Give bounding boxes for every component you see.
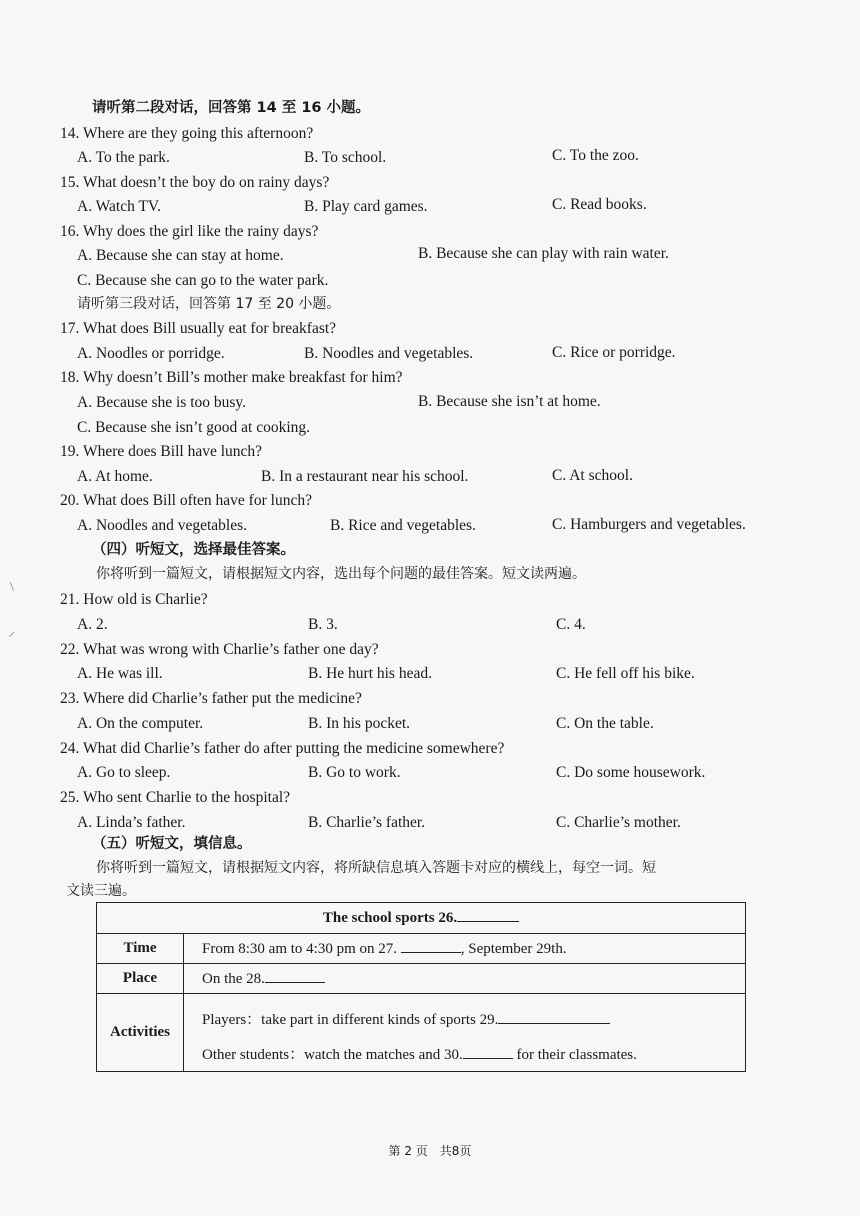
blank-29[interactable] xyxy=(498,1011,610,1024)
q17-option-c[interactable]: C. Rice or porridge. xyxy=(552,344,676,361)
place-label: Place xyxy=(97,964,184,994)
q16-option-c[interactable]: C. Because she can go to the water park. xyxy=(77,272,329,289)
question-18: 18. Why doesn’t Bill’s mother make breakfast for him? xyxy=(60,369,403,386)
q14-option-c[interactable]: C. To the zoo. xyxy=(552,147,639,164)
others-text-end: for their classmates. xyxy=(516,1046,637,1063)
blank-28[interactable] xyxy=(265,970,325,983)
margin-scribble: \ xyxy=(10,580,14,595)
time-value xyxy=(184,934,746,964)
q16-option-a[interactable]: A. Because she can stay at home. xyxy=(77,247,284,264)
time-text: From 8:30 am to 4:30 pm on 27. xyxy=(202,940,397,957)
q14-option-a[interactable]: A. To the park. xyxy=(77,149,170,166)
time-label: Time xyxy=(97,934,184,964)
activities-label: Activities xyxy=(97,994,184,1072)
margin-scribble-2: ⸝ xyxy=(8,625,15,640)
question-22: 22. What was wrong with Charlie’s father one day? xyxy=(60,641,379,658)
q24-option-b[interactable]: B. Go to work. xyxy=(308,764,401,781)
q14-option-b[interactable]: B. To school. xyxy=(304,149,387,166)
q17-option-b[interactable]: B. Noodles and vegetables. xyxy=(304,345,474,362)
q23-option-c[interactable]: C. On the table. xyxy=(556,715,654,732)
q21-option-c[interactable]: C. 4. xyxy=(556,616,586,633)
question-17: 17. What does Bill usually eat for breakfast? xyxy=(60,320,337,337)
section-5-instruction-cont: 文读三遍。 xyxy=(66,883,136,899)
question-24: 24. What did Charlie’s father do after putting the medicine somewhere? xyxy=(60,740,505,757)
activities-value xyxy=(184,994,746,1072)
q18-option-a[interactable]: A. Because she is too busy. xyxy=(77,394,247,411)
q15-option-b[interactable]: B. Play card games. xyxy=(304,198,428,215)
table-title: The school sports 26. xyxy=(322,910,458,926)
section-4-instruction: 你将听到一篇短文，请根据短文内容，选出每个问题的最佳答案。短文读两遍。 xyxy=(96,566,586,582)
blank-27[interactable] xyxy=(401,940,461,953)
question-25: 25. Who sent Charlie to the hospital? xyxy=(60,789,291,806)
question-21: 21. How old is Charlie? xyxy=(60,591,208,608)
q22-option-c[interactable]: C. He fell off his bike. xyxy=(556,665,695,682)
q21-option-a[interactable]: A. 2. xyxy=(77,616,108,633)
info-table xyxy=(96,902,746,1072)
q16-option-b[interactable]: B. Because she can play with rain water. xyxy=(418,245,669,262)
question-19: 19. Where does Bill have lunch? xyxy=(60,443,263,460)
q24-option-c[interactable]: C. Do some housework. xyxy=(556,764,706,781)
question-16: 16. Why does the girl like the rainy days? xyxy=(60,223,319,240)
q23-option-b[interactable]: B. In his pocket. xyxy=(308,715,411,732)
q18-option-b[interactable]: B. Because she isn’t at home. xyxy=(418,393,601,410)
time-date: , September 29th. xyxy=(460,940,567,957)
question-20: 20. What does Bill often have for lunch? xyxy=(60,492,312,509)
q25-option-b[interactable]: B. Charlie’s father. xyxy=(308,814,426,831)
table-title-cell xyxy=(97,903,746,934)
q15-option-a[interactable]: A. Watch TV. xyxy=(77,198,162,215)
q21-option-b[interactable]: B. 3. xyxy=(308,616,338,633)
section-5-instruction: 你将听到一篇短文，请根据短文内容，将所缺信息填入答题卡对应的横线上，每空一词。短 xyxy=(96,860,656,876)
place-text: On the 28. xyxy=(202,970,265,987)
section-5-title: （五）听短文，填信息。 xyxy=(92,836,252,852)
q19-option-a[interactable]: A. At home. xyxy=(77,468,153,485)
section-4-title: （四）听短文，选择最佳答案。 xyxy=(92,542,295,558)
q23-option-a[interactable]: A. On the computer. xyxy=(77,715,204,732)
page-footer: 第 2 页 共8页 xyxy=(388,1144,472,1158)
q17-option-a[interactable]: A. Noodles or porridge. xyxy=(77,345,225,362)
q19-option-c[interactable]: C. At school. xyxy=(552,467,633,484)
question-23: 23. Where did Charlie’s father put the medicine? xyxy=(60,690,362,707)
q20-option-b[interactable]: B. Rice and vegetables. xyxy=(330,517,476,534)
question-14: 14. Where are they going this afternoon? xyxy=(60,125,314,142)
others-text: Other students：watch the matches and 30. xyxy=(202,1046,463,1063)
q24-option-a[interactable]: A. Go to sleep. xyxy=(77,764,171,781)
blank-26[interactable] xyxy=(457,909,519,922)
q25-option-a[interactable]: A. Linda’s father. xyxy=(77,814,186,831)
question-15: 15. What doesn’t the boy do on rainy days? xyxy=(60,174,330,191)
q15-option-c[interactable]: C. Read books. xyxy=(552,196,647,213)
q20-option-c[interactable]: C. Hamburgers and vegetables. xyxy=(552,516,746,533)
q22-option-a[interactable]: A. He was ill. xyxy=(77,665,163,682)
q19-option-b[interactable]: B. In a restaurant near his school. xyxy=(261,468,469,485)
q25-option-c[interactable]: C. Charlie’s mother. xyxy=(556,814,681,831)
place-value xyxy=(184,964,746,994)
part2-instruction: 请听第二段对话，回答第 14 至 16 小题。 xyxy=(92,100,371,116)
q20-option-a[interactable]: A. Noodles and vegetables. xyxy=(77,517,248,534)
blank-30[interactable] xyxy=(463,1046,513,1059)
q22-option-b[interactable]: B. He hurt his head. xyxy=(308,665,432,682)
players-text: Players：take part in different kinds of sports 29. xyxy=(202,1011,499,1028)
q18-option-c[interactable]: C. Because she isn’t good at cooking. xyxy=(77,419,311,436)
part3-instruction: 请听第三段对话，回答第 17 至 20 小题。 xyxy=(77,296,341,312)
